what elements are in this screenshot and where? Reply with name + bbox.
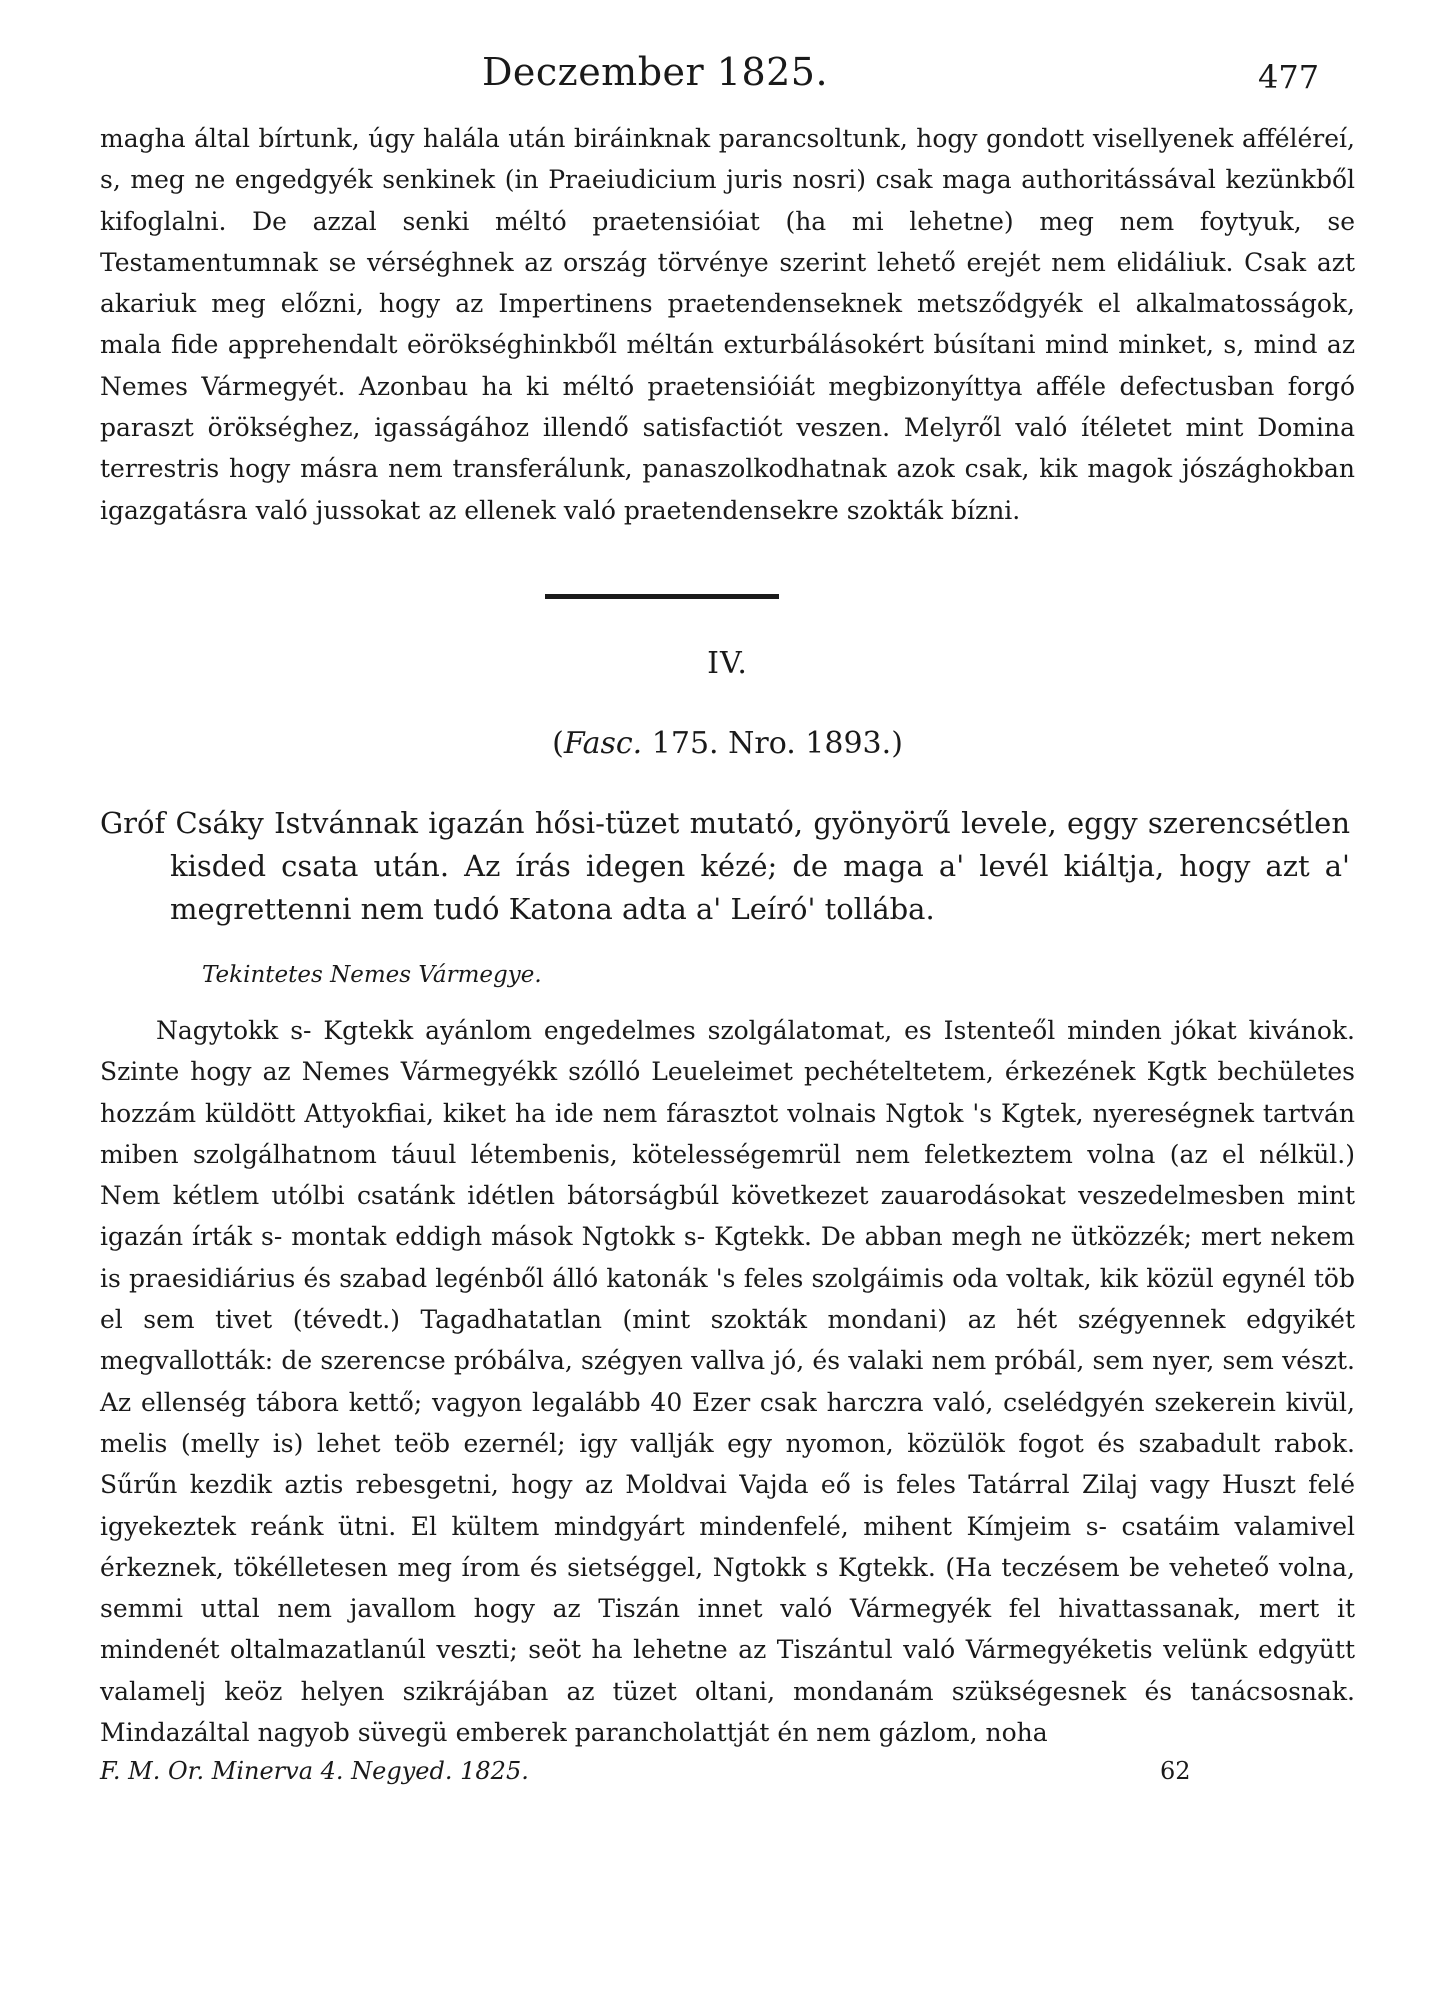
fasc-ref: 175. Nro. 1893. bbox=[651, 726, 892, 761]
page-number: 477 bbox=[1258, 58, 1320, 96]
letter-body bbox=[100, 1010, 1355, 1753]
footer-signature: F. M. Or. Minerva 4. Negyed. 1825. bbox=[100, 1757, 529, 1785]
page-header bbox=[0, 50, 1455, 110]
salutation: Tekintetes Nemes Vármegye. bbox=[202, 962, 542, 988]
section-divider bbox=[545, 594, 779, 599]
running-title: Deczember 1825. bbox=[481, 50, 829, 94]
fasc-label: Fasc. bbox=[563, 726, 643, 761]
sheet-number: 62 bbox=[1160, 1757, 1191, 1785]
letter-summary: Gróf Csáky Istvánnak igazán hősi-tüzet mutató, gyönyörű levele, eggy szerencsétlen kisded csata után. Az írás idegen kézé; de maga a' levél kiáltja, hogy azt a' megrettenni nem tudó Katona adta a' Leíró' tollába. bbox=[100, 806, 1350, 926]
continued-text-block bbox=[100, 118, 1355, 531]
archive-reference: (Fasc. 175. Nro. 1893.) bbox=[552, 726, 903, 761]
paragraph: magha által bírtunk, úgy halála után biráinknak parancsoltunk, hogy gondott visellyenek afféléreí, s, meg ne engedgyék senkinek (in Praeiudicium juris nosri) csak maga authoritássával kezünkből kifoglalni. De azzal senki méltó praetensióiat (ha mi lehetne) meg nem foytyuk, se Testamentumnak se vérséghnek az ország törvénye szerint lehető erejét nem elidáliuk. Csak azt akariuk meg előzni, hogy az Impertinens praetendenseknek metsződgyék el alkalmatosságok, mala fide apprehendalt eörökséghinkből méltán exturbálásokért búsítani mind minket, s, mind az Nemes Vármegyét. Azonbau ha ki méltó praetensióiát megbizonyíttya afféle defectusban forgó paraszt örökséghez, igasságához illendő satisfactiót veszen. Melyről való ítéletet mint Domina terrestris hogy másra nem transferálunk, panaszolkodhatnak azok csak, kik magok jószághokban igazgatásra való jussokat az ellenek való praetendensekre szokták bízni. bbox=[100, 124, 1355, 525]
paragraph: Nagytokk s- Kgtekk ayánlom engedelmes szolgálatomat, es Istenteől minden jókat kivánok. Szinte hogy az Nemes Vármegyékk szólló Leueleimet pechételtetem, érkezének Kgtk bechületes hozzám küldött Attyokfiai, kiket ha ide nem fárasztot volnais Ngtok 's Kgtek, nyereségnek tartván miben szolgálhatnom táuul létembenis, kötelességemrül nem feletkeztem volna (az el nélkül.) Nem kétlem utólbi csatánk idétlen bátorságbúl következet zauarodásokat veszedelmesben mint igazán írták s- montak eddigh mások Ngtokk s- Kgtekk. De abban megh ne ütközzék; mert nekem is praesidiárius és szabad legénből álló katonák 's feles szolgáimis oda voltak, kik közül egynél töb el sem tivet (tévedt.) Tagadhatatlan (mint szokták mondani) az hét szégyennek edgyikét megvallották: de szerencse próbálva, szégyen vallva jó, és valaki nem próbál, sem nyer, sem vészt. Az ellenség tábora kettő; vagyon legalább 40 Ezer csak harczra való, cselédgyén szekerein kivül, melis (melly is) lehet teöb ezernél; igy vallják egy nyomon, közülök fogot és szabadult rabok. Sűrűn kezdik aztis rebesgetni, hogy az Moldvai Vajda eő is feles Tatárral Zilaj vagy Huszt felé igyekeztek reánk ütni. El kültem mindgyárt mindenfelé, mihent Kímjeim s- csatáim valamivel érkeznek, tökélletesen meg írom és sietséggel, Ngtokk s Kgtekk. (Ha teczésem be veheteő volna, semmi uttal nem javallom hogy az Tiszán innet való Vármegyék fel hivattassanak, mert it mindenét oltalmazatlanúl veszti; seöt ha lehetne az Tiszántul való Vármegyéketis velünk edgyütt valamelj keöz helyen szikrájában az tüzet oltani, mondanám szükségesnek és tanácsosnak. Mindazáltal nagyob süvegü emberek parancholattját én nem gázlom, noha bbox=[100, 1016, 1355, 1748]
section-number: IV. bbox=[707, 646, 748, 681]
